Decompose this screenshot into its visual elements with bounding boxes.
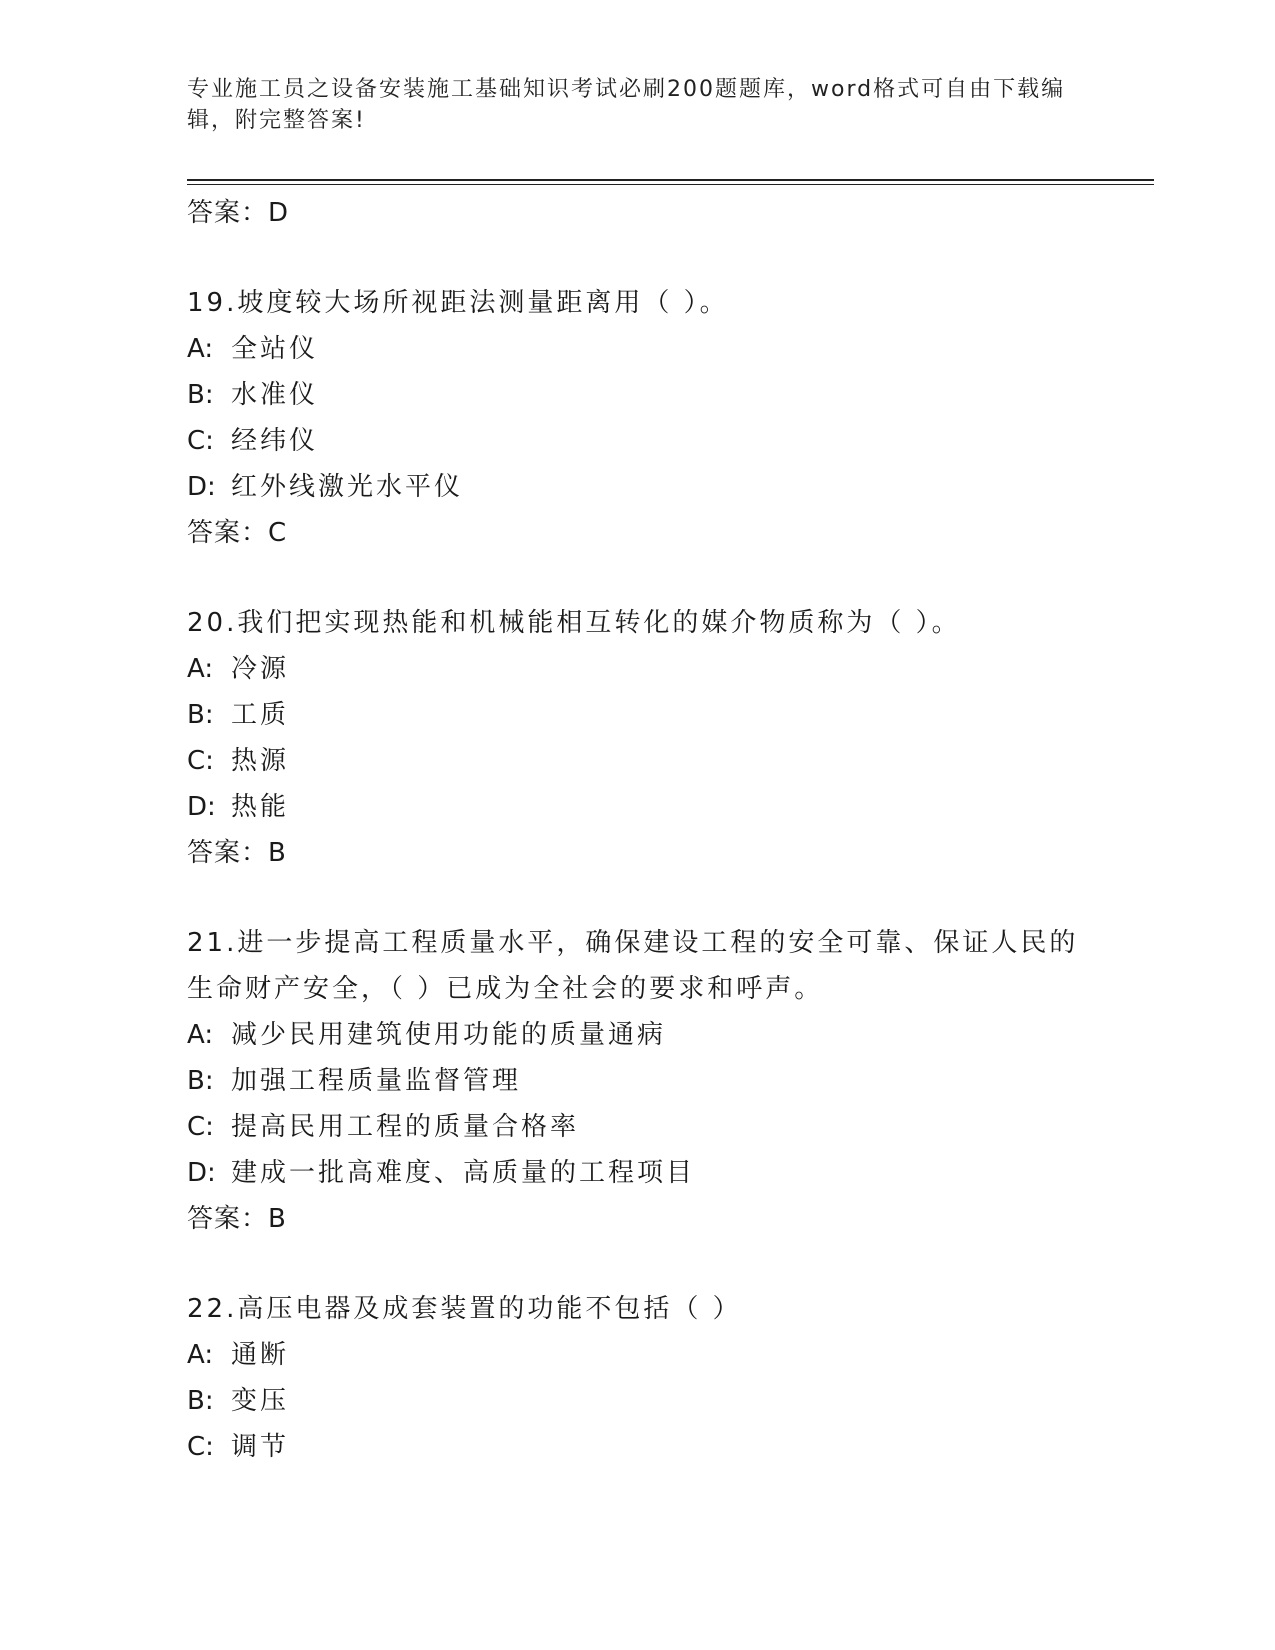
question-block: [187, 280, 1087, 556]
option-text: 加强工程质量监督管理: [231, 1066, 522, 1096]
spacer: [187, 556, 1087, 600]
option-text: 提高民用工程的质量合格率: [231, 1112, 580, 1142]
option-letter: A:: [187, 654, 214, 684]
spacer: [187, 1242, 1087, 1286]
option-text: 热能: [231, 792, 290, 822]
option-letter: B:: [187, 380, 214, 410]
spacer: [187, 876, 1087, 920]
question-stem: 20.我们把实现热能和机械能相互转化的媒介物质称为（ ）。: [187, 608, 961, 638]
option-text: 变压: [231, 1386, 290, 1416]
option-text: 冷源: [231, 654, 290, 684]
option-letter: A:: [187, 1020, 214, 1050]
option-text: 水准仪: [231, 380, 319, 410]
question-block: [187, 600, 1087, 876]
option-text: 减少民用建筑使用功能的质量通病: [231, 1020, 667, 1050]
question-block: [187, 1286, 1087, 1470]
option-line: [187, 1104, 1087, 1150]
option-letter: A:: [187, 1340, 214, 1370]
option-letter: D:: [187, 472, 216, 502]
option-line: [187, 464, 1087, 510]
question-stem: 19.坡度较大场所视距法测量距离用（ ）。: [187, 288, 729, 318]
option-text: 经纬仪: [231, 426, 319, 456]
option-line: [187, 326, 1087, 372]
answer-line: 答案：B: [187, 1204, 287, 1234]
option-text: 全站仪: [231, 334, 319, 364]
header-divider-thin: [187, 184, 1154, 185]
option-letter: B:: [187, 700, 214, 730]
option-letter: C:: [187, 1432, 214, 1462]
option-letter: B:: [187, 1386, 214, 1416]
option-text: 热源: [231, 746, 290, 776]
option-line: [187, 1378, 1087, 1424]
option-text: 红外线激光水平仪: [231, 472, 464, 502]
option-text: 建成一批高难度、高质量的工程项目: [231, 1158, 696, 1188]
option-line: [187, 692, 1087, 738]
option-letter: C:: [187, 1112, 214, 1142]
question-list: [187, 190, 1087, 1470]
option-letter: A:: [187, 334, 214, 364]
option-line: [187, 1150, 1087, 1196]
option-text: 工质: [231, 700, 290, 730]
option-text: 调节: [231, 1432, 290, 1462]
option-letter: C:: [187, 746, 214, 776]
option-line: [187, 418, 1087, 464]
option-line: [187, 1058, 1087, 1104]
option-line: [187, 646, 1087, 692]
answer-line: 答案：C: [187, 518, 288, 548]
option-line: [187, 784, 1087, 830]
option-line: [187, 738, 1087, 784]
spacer: [187, 236, 1087, 280]
option-letter: D:: [187, 1158, 216, 1188]
option-line: [187, 1332, 1087, 1378]
question-stem: 22.高压电器及成套装置的功能不包括（ ）: [187, 1294, 742, 1324]
question-stem-continued: 生命财产安全，（ ）已成为全社会的要求和呼声。: [187, 974, 824, 1004]
option-letter: C:: [187, 426, 214, 456]
option-line: [187, 372, 1087, 418]
header-divider-thick: [187, 179, 1154, 181]
question-block: [187, 920, 1087, 1242]
option-line: [187, 1424, 1087, 1470]
document-header: 专业施工员之设备安装施工基础知识考试必刷200题题库，word格式可自由下载编辑，附完整答案!: [187, 77, 1066, 133]
answer-line: 答案：B: [187, 838, 287, 868]
option-text: 通断: [231, 1340, 290, 1370]
answer-line: 答案：D: [187, 198, 290, 228]
option-letter: D:: [187, 792, 216, 822]
question-stem: 21.进一步提高工程质量水平，确保建设工程的安全可靠、保证人民的: [187, 928, 1079, 958]
option-letter: B:: [187, 1066, 214, 1096]
option-line: [187, 1012, 1087, 1058]
